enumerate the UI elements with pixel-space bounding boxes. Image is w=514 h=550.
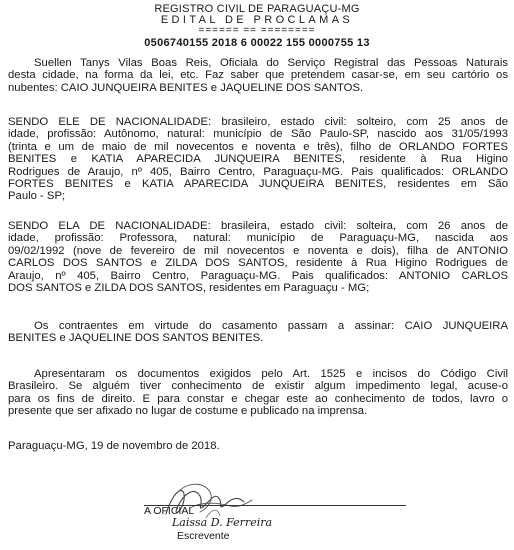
paragraph-line: Rodrigues de Araujo, nº 405, Bairro Centro, Paraguaçu-MG. Pais qualificados: ORLANDO: [8, 165, 508, 178]
title-underline: ====== == ========: [198, 25, 316, 36]
paragraph-line: DOS SANTOS e ZILDA DOS SANTOS, residentes em Paraguaçu - MG;: [8, 282, 370, 295]
signature-title: A OFICIAL: [144, 505, 195, 517]
paragraph-line: presente que ser afixado no lugar de costume e publicado na imprensa.: [8, 405, 368, 418]
date-line: [8, 440, 508, 452]
paragraph-line: 09/02/1992 (nove de fevereiro de mil novecentos e noventa e dois), filha de ANTONIO: [8, 244, 508, 257]
paragraph-line: nubentes: CAIO JUNQUEIRA BENITES e JAQUELINE DOS SANTOS.: [8, 81, 364, 94]
bride-paragraph: [8, 220, 508, 294]
paragraph-line: para os fins de direito. E para constar e chegar este ao conhecimento de todos, lavro o: [8, 392, 508, 405]
paragraph-line: Araujo, nº 405, Bairro Centro, Paraguaçu-MG. Pais qualificados: ANTONIO CARLOS: [8, 269, 508, 282]
signer-name: Laissa D. Ferreira: [172, 516, 273, 529]
paragraph-line: desta cidade, na forma da lei, etc. Faz saber que pretendem casar-se, em seu cartório os: [8, 69, 508, 82]
paragraph-line: Paulo - SP;: [8, 190, 66, 203]
paragraph-line: idade, profissão: Professora, natural: município de Paraguaçu-MG, nascida aos: [8, 232, 508, 245]
contract-paragraph: [8, 320, 508, 345]
paragraph-line: CARLOS DOS SANTOS e ZILDA DOS SANTOS, residente à Rua Higino Rodrigues de: [8, 257, 508, 270]
paragraph-line: BENITES e KATIA APARECIDA JUNQUEIRA BENITES, residente à Rua Higino: [8, 153, 508, 166]
paragraph-line: Brasileiro. Se alguém tiver conhecimento de existir algum impedimento legal, acuse-o: [8, 380, 508, 393]
registration-number: 0506740155 2018 6 00022 155 0000755 13: [144, 37, 370, 49]
paragraph-line: Suellen Tanys Vilas Boas Reis, Oficiala do Serviço Registral das Pessoas Naturais: [34, 57, 508, 69]
closing-paragraph: [8, 368, 508, 418]
groom-paragraph: [8, 116, 508, 203]
paragraph-line: Os contraentes em virtude do casamento passam a assinar: CAIO JUNQUEIRA: [34, 320, 508, 332]
paragraph-line: FORTES BENITES e KATIA APARECIDA JUNQUEIRA BENITES, residentes em São: [8, 178, 508, 191]
paragraph-line: SENDO ELE DE NACIONALIDADE: brasileiro, estado civil: solteiro, com 25 anos de: [8, 116, 508, 128]
paragraph-line: (trinta e um de maio de mil novecentos e noventa e três), filho de ORLANDO FORTES: [8, 140, 508, 153]
intro-paragraph: [8, 57, 508, 94]
signer-role: Escrevente: [177, 530, 230, 542]
paragraph-line: idade, profissão: Autônomo, natural: município de São Paulo-SP, nascido aos 31/05/1993: [8, 128, 508, 141]
paragraph-line: Apresentaram os documentos exigidos pelo Art. 1525 e incisos do Código Civil: [34, 368, 508, 380]
paragraph-line: BENITES e JAQUELINE DOS SANTOS BENITES.: [8, 332, 264, 345]
paragraph-line: SENDO ELA DE NACIONALIDADE: brasileira, estado civil: solteira, com 26 anos de: [8, 220, 508, 232]
registry-title: REGISTRO CIVIL DE PARAGUAÇU-MG: [154, 3, 360, 15]
date-text: Paraguaçu-MG, 19 de novembro de 2018.: [8, 440, 220, 452]
edital-title: EDITAL DE PROCLAMAS: [160, 14, 354, 26]
